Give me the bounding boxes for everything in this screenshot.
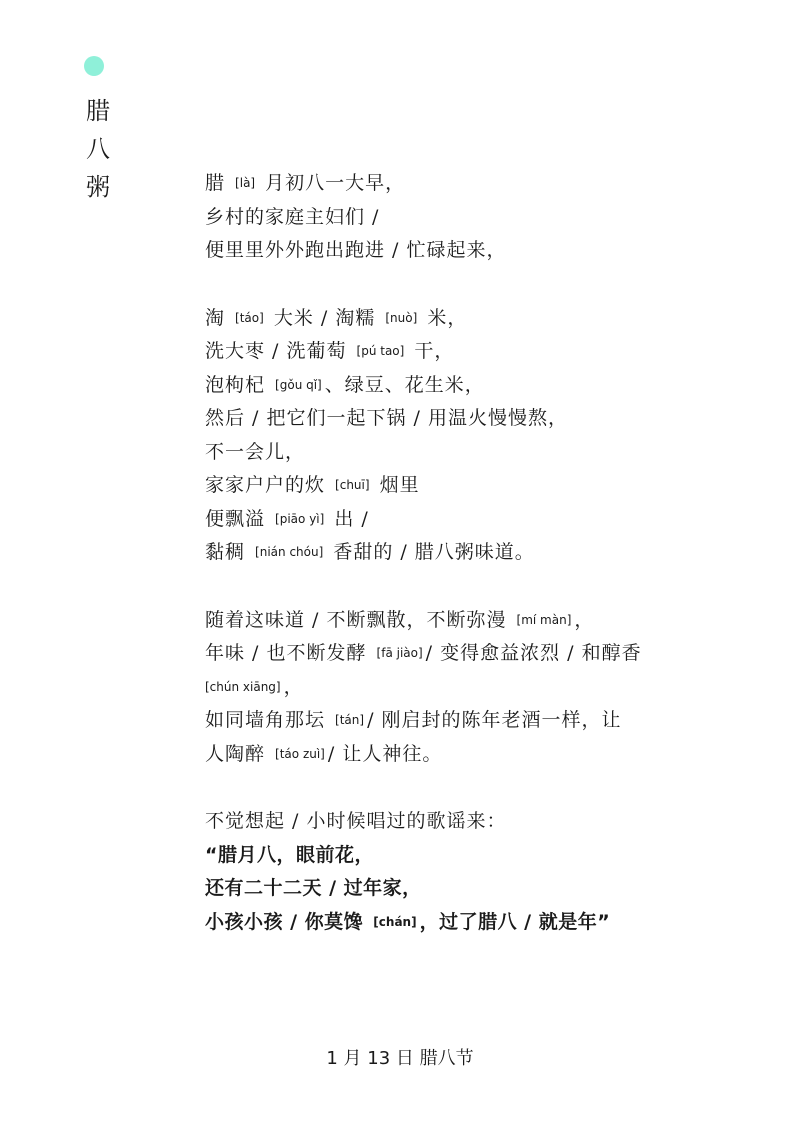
poem-line bbox=[205, 335, 645, 369]
text: / 变得愈益浓烈 / 和醇香 bbox=[425, 642, 642, 664]
title-char-1: 腊 bbox=[86, 97, 110, 125]
poem-line: 然后 / 把它们一起下锅 / 用温火慢慢熬， bbox=[205, 407, 568, 429]
text: 月初八一大早， bbox=[258, 172, 406, 194]
poem-line bbox=[205, 503, 645, 537]
text: 出 / bbox=[327, 507, 369, 530]
poem-body bbox=[205, 167, 645, 939]
vertical-title bbox=[82, 92, 114, 206]
text: 淘 bbox=[205, 306, 233, 329]
text: 便飘溢 bbox=[205, 507, 273, 530]
text: / 让人神往。 bbox=[327, 742, 443, 765]
rhyme-line bbox=[205, 906, 645, 940]
poem-line: 乡村的家庭主妇们 / bbox=[205, 205, 380, 228]
poem-line bbox=[205, 738, 645, 772]
text: ，过了腊八 / 就是年” bbox=[419, 910, 611, 933]
text: 如同墙角那坛 bbox=[205, 709, 333, 731]
text: ， bbox=[574, 608, 595, 631]
rhyme-line: 还有二十二天 / 过年家， bbox=[205, 877, 422, 899]
pinyin: [nuò] bbox=[385, 310, 418, 325]
pinyin: [fā jiào] bbox=[376, 646, 423, 660]
stanza-gap bbox=[205, 570, 645, 604]
rhyme-line: “腊月八，眼前花， bbox=[205, 843, 374, 866]
poem-line bbox=[205, 167, 645, 201]
pinyin: [chuī] bbox=[335, 478, 370, 492]
stanza-gap bbox=[205, 268, 645, 302]
poem-line: 不一会儿， bbox=[205, 440, 306, 463]
title-char-3: 粥 bbox=[86, 173, 110, 201]
text: 、绿豆、花生米， bbox=[324, 373, 485, 396]
poem-line bbox=[205, 302, 645, 336]
poem-line bbox=[205, 369, 645, 403]
text: 泡枸杞 bbox=[205, 373, 273, 396]
poem-line bbox=[205, 469, 645, 503]
text: 随着这味道 / 不断飘散，不断弥漫 bbox=[205, 608, 514, 631]
text: 香甜的 / 腊八粥味道。 bbox=[326, 541, 535, 563]
text: 年味 / 也不断发酵 bbox=[205, 642, 374, 664]
poem-line bbox=[205, 704, 645, 738]
poem-line bbox=[205, 604, 645, 638]
text: 人陶醉 bbox=[205, 742, 273, 765]
text: 干， bbox=[407, 340, 455, 362]
text: 腊 bbox=[205, 172, 233, 194]
pinyin: [piāo yì] bbox=[275, 511, 325, 526]
pinyin: [nián chóu] bbox=[255, 545, 324, 559]
pinyin: [táo] bbox=[235, 310, 264, 325]
poem-line: 不觉想起 / 小时候唱过的歌谣来： bbox=[205, 810, 507, 832]
text: 洗大枣 / 洗葡萄 bbox=[205, 340, 354, 362]
pinyin: [chán] bbox=[373, 914, 417, 929]
poem-line: 便里里外外跑出跑进 / 忙碌起来， bbox=[205, 239, 507, 261]
stanza-gap bbox=[205, 771, 645, 805]
poem-line bbox=[205, 671, 645, 705]
decorative-dot bbox=[84, 56, 104, 76]
text: 米， bbox=[420, 306, 468, 329]
text: / 刚启封的陈年老酒一样，让 bbox=[367, 709, 622, 731]
text: 家家户户的炊 bbox=[205, 474, 333, 496]
pinyin: [gǒu qǐ] bbox=[275, 377, 322, 392]
pinyin: [là] bbox=[235, 176, 256, 190]
poem-line bbox=[205, 536, 645, 570]
footer-date: 1 月 13 日 腊八节 bbox=[326, 1048, 474, 1069]
pinyin: [chún xiāng] bbox=[205, 679, 281, 694]
text: 黏稠 bbox=[205, 541, 253, 563]
pinyin: [pú tao] bbox=[356, 344, 405, 358]
text: 烟里 bbox=[372, 474, 420, 496]
title-char-2: 八 bbox=[86, 135, 110, 163]
pinyin: [táo zuì] bbox=[275, 746, 325, 761]
text: 小孩小孩 / 你莫馋 bbox=[205, 910, 371, 933]
poem-line bbox=[205, 637, 645, 671]
pinyin: [mí màn] bbox=[516, 612, 572, 627]
text: ， bbox=[283, 675, 304, 698]
pinyin: [tán] bbox=[335, 713, 365, 727]
text: 大米 / 淘糯 bbox=[266, 306, 383, 329]
